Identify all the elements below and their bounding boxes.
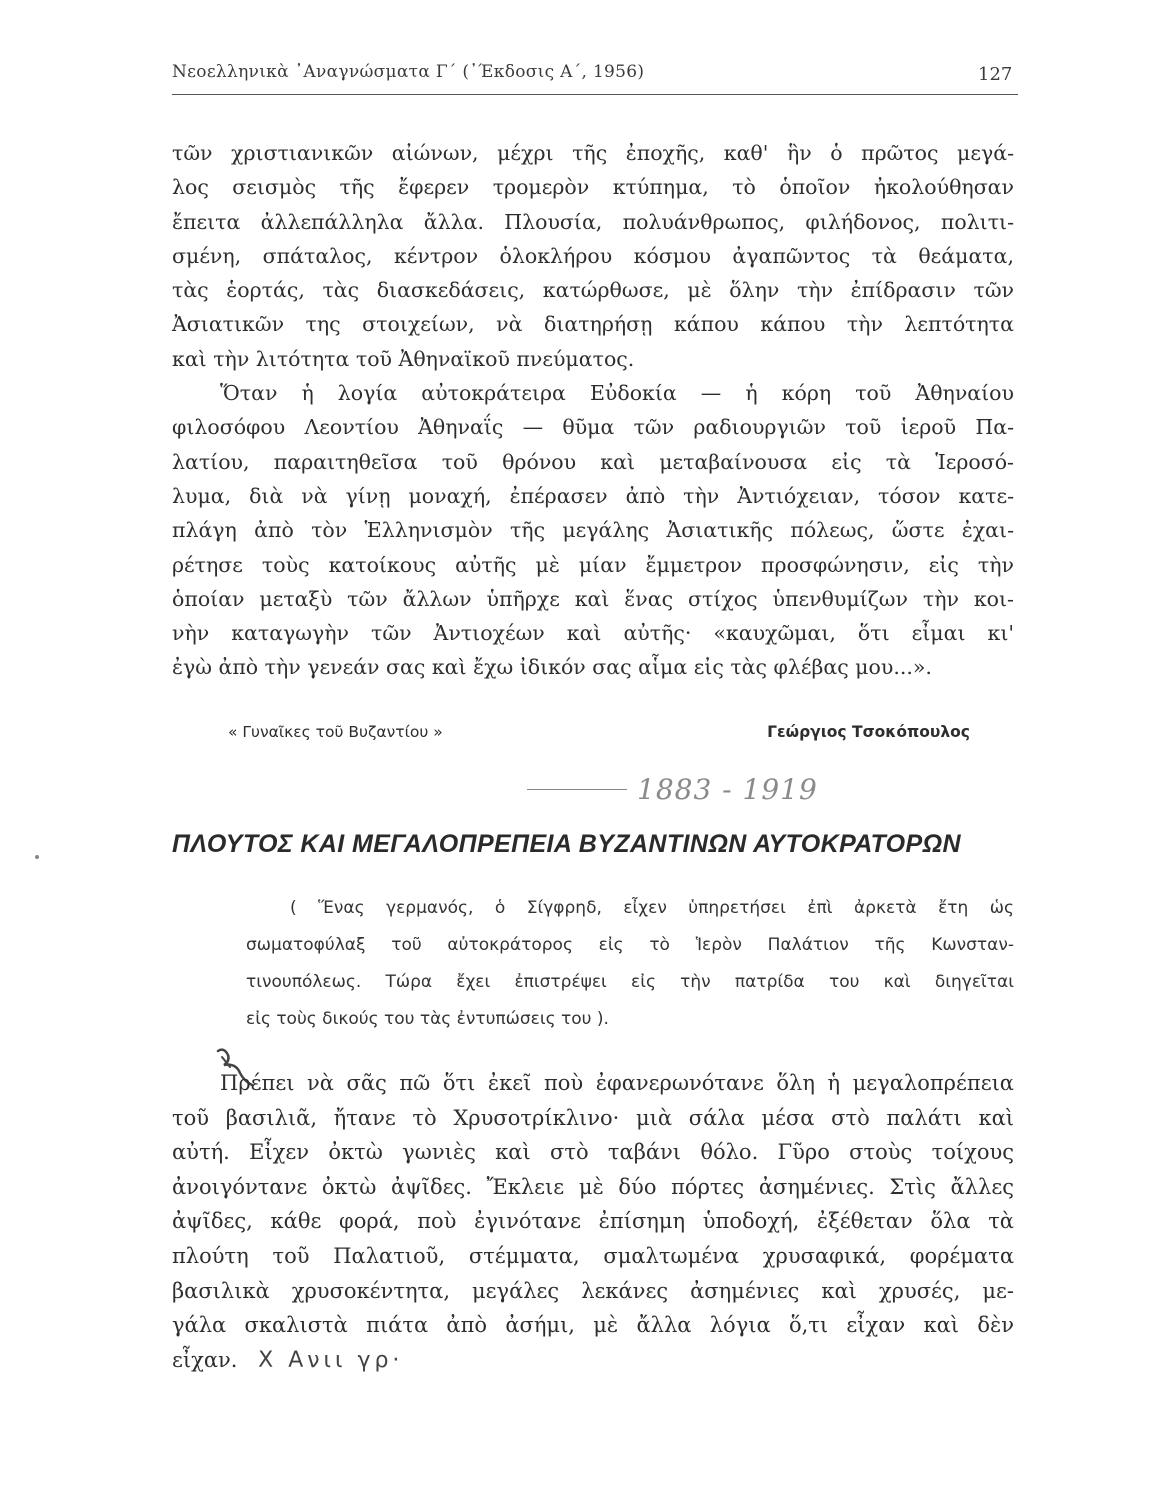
margin-speck [35,855,39,859]
text-line: αὐτή. Εἶχεν ὀκτὼ γωνιὲς καὶ στὸ ταβάνι θόλο. Γῦρο στοὺς τοίχους [172,1140,1014,1165]
text-line: ἀψῖδες, κάθε φορά, ποὺ ἐγινότανε ἐπίσημη ὑποδοχή, ἐξέθεταν ὅλα τὰ [172,1209,1014,1234]
text-line: ὁποίαν μεταξὺ τῶν ἄλλων ὑπῆρχε καὶ ἕνας στίχος ὑπενθυμίζων τὴν κοι- [172,586,1014,611]
text-line: τὰς ἑορτάς, τὰς διασκεδάσεις, κατώρθωσε, μὲ ὅλην τὴν ἐπίδρασιν τῶν [172,278,1014,303]
intro-line: ( Ἕνας γερμανός, ὁ Σίγφρηδ, εἶχεν ὑπηρετήσει ἐπὶ ἀρκετὰ ἔτη ὡς [290,898,1014,918]
text-line: λος σεισμὸς τῆς ἔφερεν τρομερὸν κτύπημα, τὸ ὁποῖον ἠκολούθησαν [172,175,1014,200]
text-line: νὴν καταγωγὴν τῶν Ἀντιοχέων καὶ αὐτῆς· «καυχῶμαι, ὅτι εἶμαι κι' [172,621,1014,646]
text-line: λατίου, παραιτηθεῖσα τοῦ θρόνου καὶ μεταβαίνουσα εἰς τὰ Ἱεροσό- [172,449,1014,474]
text-line: λυμα, διὰ νὰ γίνῃ μοναχή, ἐπέρασεν ἀπὸ τὴν Ἀντιόχειαν, τόσον κατε- [172,483,1014,508]
text-line: Ἀσιατικῶν της στοιχείων, νὰ διατηρήσῃ κάπου κάπου τὴν λεπτότητα [172,312,1014,337]
intro-line: σωματοφύλαξ τοῦ αὐτοκράτορος εἰς τὸ Ἱερὸν Παλάτιον τῆς Κωνσταν- [246,935,1014,955]
intro-line: τινουπόλεως. Τώρα ἔχει ἐπιστρέψει εἰς τὴν πατρίδα του καὶ διηγεῖται [246,972,1014,992]
text-line: γάλα σκαλιστὰ πιάτα ἀπὸ ἀσήμι, μὲ ἄλλα λόγια ὅ,τι εἶχαν καὶ δὲν [172,1313,1014,1338]
running-head: Νεοελληνικὰ ᾿Αναγνώσματα Γ´ (᾿Έκδοσις Α´, 1956) [172,62,645,82]
source-title: « Γυναῖκες τοῦ Βυζαντίου » [228,723,443,741]
text-line: ρέτησε τοὺς κατοίκους αὐτῆς μὲ μίαν ἔμμετρον προσφώνησιν, εἰς τὴν [172,552,1014,577]
source-author: Γεώργιος Τσοκόπουλος [767,723,970,741]
text-line: σμένη, σπάταλος, κέντρον ὁλοκλήρου κόσμου ἀγαπῶντος τὰ θεάματα, [172,243,1014,268]
text-line: πλούτη τοῦ Παλατιοῦ, στέμματα, σμαλτωμένα χρυσαφικά, φορέματα [172,1243,1014,1268]
text-line: ἔπειτα ἀλλεπάλληλα ἄλλα. Πλουσία, πολυάνθρωπος, φιλήδονος, πολιτι- [172,209,1014,234]
handwritten-note: Χ Ανιι γρ· [258,1347,404,1373]
text-line: καὶ τὴν λιτότητα τοῦ Ἀθηναϊκοῦ πνεύματος. [172,346,635,371]
text-line: Ὅταν ἡ λογία αὐτοκράτειρα Εὐδοκία — ἡ κόρη τοῦ Ἀθηναίου [220,381,1014,406]
section-title: ΠΛΟΥΤΟΣ ΚΑΙ ΜΕΓΑΛΟΠΡΕΠΕΙΑ ΒΥΖΑΝΤΙΝΩΝ ΑΥΤΟΚΡΑΤΟΡΩΝ [172,830,961,858]
excerpt-text [172,136,1014,685]
intro-line: εἰς τοὺς δικούς του τὰς ἐντυπώσεις του ). [246,1009,609,1029]
text-line: ἀνοιγόντανε ὀκτὼ ἀψῖδες. Ἔκλειε μὲ δύο πόρτες ἀσημένιες. Στὶς ἄλλες [172,1174,1014,1199]
section-divider [527,789,627,790]
intro-note [246,890,1014,1038]
section-body [172,1066,1014,1377]
header-rule [172,94,1018,95]
text-line: φιλοσόφου Λεοντίου Ἀθηναΐς — θῦμα τῶν ραδιουργιῶν τοῦ ἱεροῦ Πα- [172,415,1014,440]
text-line: τῶν χριστιανικῶν αἰώνων, μέχρι τῆς ἐποχῆς, καθ' ἣν ὁ πρῶτος μεγά- [172,141,1014,165]
text-line-end: εἶχαν. [172,1347,238,1372]
text-line: βασιλικὰ χρυσοκέντητα, μεγάλες λεκάνες ἀσημένιες καὶ χρυσές, με- [172,1278,1014,1303]
text-line: Πρέπει νὰ σᾶς πῶ ὅτι ἐκεῖ ποὺ ἐφανερωνότανε ὅλη ἡ μεγαλοπρέπεια [220,1071,1014,1095]
handwritten-years: 1883 - 1919 [637,773,818,806]
text-line: πλάγη ἀπὸ τὸν Ἑλληνισμὸν τῆς μεγάλης Ἀσιατικῆς πόλεως, ὥστε ἐχαι- [172,518,1014,543]
page-number: 127 [978,64,1013,85]
final-line [172,1343,1014,1378]
text-line: τοῦ βασιλιᾶ, ἤτανε τὸ Χρυσοτρίκλινο· μιὰ σάλα μέσα στὸ παλάτι καὶ [172,1105,1014,1130]
text-line: ἐγὼ ἀπὸ τὴν γενεάν σας καὶ ἔχω ἰδικόν σας αἷμα εἰς τὰς φλέβας μου...». [172,655,932,680]
